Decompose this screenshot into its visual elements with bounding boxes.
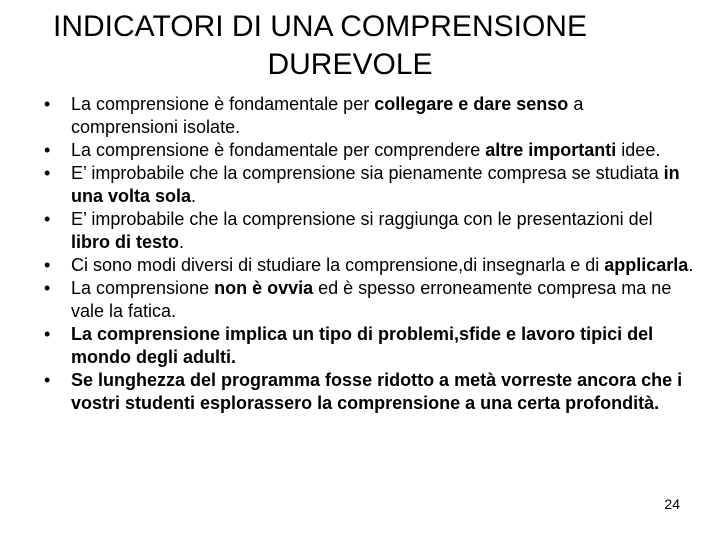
bullet-marker: • [44,94,51,114]
bullet-text: La comprensione è fondamentale per [71,94,375,114]
bullet-text: . [191,186,197,206]
bullet-text-bold: in una volta sola [71,163,680,206]
bullet-item [44,277,694,323]
bullet-item [44,208,694,254]
bullet-marker: • [44,370,51,390]
bullet-text-bold: Se lunghezza del programma fosse ridotto a metà vorreste ancora che i vostri studenti esplorassero la comprensione a una certa profondità. [71,370,683,413]
bullet-text: ed è spesso erroneamente compresa ma ne vale la fatica. [71,278,672,321]
bullet-text-bold: applicarla [604,255,689,275]
bullet-text: a comprensioni isolate. [71,94,584,137]
bullet-text-bold: libro di testo [71,232,179,252]
bullet-item [44,369,694,415]
bullet-list [44,93,694,415]
slide-title [0,8,720,84]
bullet-item [44,139,694,162]
bullet-text: La comprensione [71,278,215,298]
bullet-marker: • [44,324,51,344]
bullet-text: idee. [616,140,661,160]
bullet-text: . [688,255,694,275]
bullet-marker: • [44,209,51,229]
bullet-marker: • [44,140,51,160]
bullet-text: La comprensione è fondamentale per comprendere [71,140,486,160]
bullet-text: E’ improbabile che la comprensione sia pienamente compresa se studiata [71,163,664,183]
bullet-item [44,323,694,369]
bullet-text: . [179,232,185,252]
bullet-text: Ci sono modi diversi di studiare la comprensione,di insegnarla e di [71,255,605,275]
bullet-marker: • [44,163,51,183]
bullet-text-bold: non è ovvia [214,278,314,298]
bullet-text-bold: altre importanti [485,140,617,160]
bullet-text-bold: collegare e dare senso [374,94,569,114]
slide-title-line-1: INDICATORI DI UNA COMPRENSIONE [53,10,587,43]
bullet-item [44,162,694,208]
bullet-marker: • [44,255,51,275]
page-number: 24 [664,496,680,512]
bullet-marker: • [44,278,51,298]
bullet-text-bold: La comprensione implica un tipo di problemi,sfide e lavoro tipici del mondo degli adulti. [71,324,654,367]
bullet-item [44,93,694,139]
bullet-item [44,254,694,277]
bullet-text: E’ improbabile che la comprensione si raggiunga con le presentazioni del [71,209,653,229]
slide-title-line-2: DUREVOLE [267,48,433,81]
